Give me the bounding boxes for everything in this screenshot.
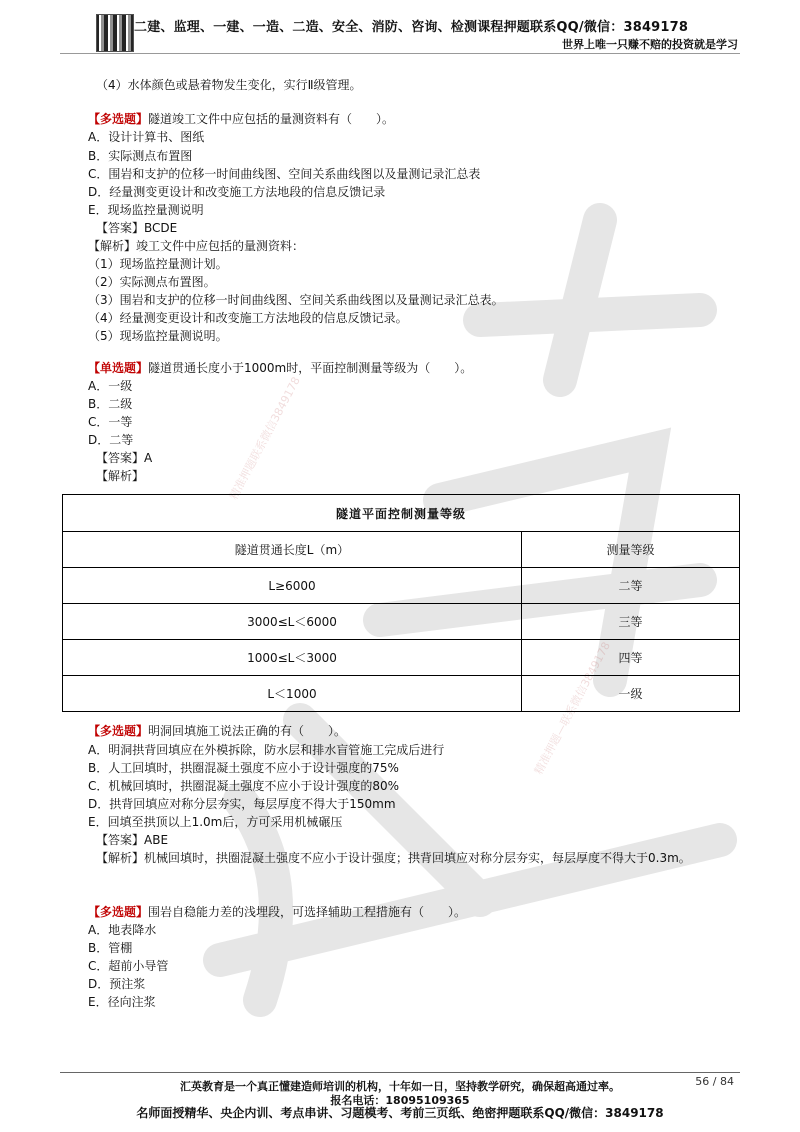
table-row bbox=[63, 604, 740, 640]
option-item: D．拱背回填应对称分层夯实，每层厚度不得大于150mm bbox=[88, 797, 396, 811]
header-divider bbox=[60, 53, 740, 54]
analysis-paragraph: 【解析】机械回填时，拱圈混凝土强度不应小于设计强度；拱背回填应对称分层夯实，每层厚度不得大于0.3m。 bbox=[96, 851, 691, 865]
table-cell: L≥6000 bbox=[63, 568, 522, 604]
table-cell: 3000≤L＜6000 bbox=[63, 604, 522, 640]
table-cell: 二等 bbox=[522, 568, 740, 604]
option-item: B．二级 bbox=[88, 397, 133, 411]
table-cell: 四等 bbox=[522, 640, 740, 676]
footer-phone: 报名电话：18095109365 bbox=[330, 1094, 470, 1107]
footer-org-statement: 汇英教育是一个真正懂建造师培训的机构，十年如一日，坚持教学研究，确保超高通过率。 bbox=[180, 1080, 620, 1093]
table-row bbox=[63, 568, 740, 604]
answer-line: 【答案】ABE bbox=[96, 833, 169, 847]
table-cell: 三等 bbox=[522, 604, 740, 640]
header-slogan: 世界上唯一只赚不赔的投资就是学习 bbox=[562, 38, 738, 51]
analysis-item: （3）围岩和支护的位移一时间曲线图、空间关系曲线图以及量测记录汇总表。 bbox=[88, 293, 504, 307]
table-title-row bbox=[63, 495, 740, 532]
question-type-tag: 【多选题】 bbox=[88, 905, 149, 919]
option-item: B．人工回填时，拱圈混凝土强度不应小于设计强度的75% bbox=[88, 761, 399, 775]
column-header: 测量等级 bbox=[522, 532, 740, 568]
option-item: A．一级 bbox=[88, 379, 133, 393]
answer-line: 【答案】A bbox=[96, 451, 153, 465]
column-header: 隧道贯通长度L（m） bbox=[63, 532, 522, 568]
option-item: E．径向注浆 bbox=[88, 995, 156, 1009]
question-1-stem bbox=[88, 111, 394, 128]
question-text: 隧道竣工文件中应包括的量测资料有（ ）。 bbox=[148, 112, 395, 126]
table-cell: 一级 bbox=[522, 676, 740, 712]
option-item: D．二等 bbox=[88, 433, 134, 447]
question-type-tag: 【多选题】 bbox=[88, 724, 149, 738]
question-type-tag: 【多选题】 bbox=[88, 112, 149, 126]
question-4-stem bbox=[88, 904, 466, 921]
footer-course-contact: 名师面授精华、央企内训、考点串讲、习题模考、考前三页纸、绝密押题联系QQ/微信：3849178 bbox=[136, 1106, 664, 1120]
analysis-heading: 【解析】 bbox=[96, 469, 145, 483]
table-row bbox=[63, 640, 740, 676]
analysis-item: （1）现场监控量测计划。 bbox=[88, 257, 228, 271]
analysis-item: （2）实际测点布置图。 bbox=[88, 275, 216, 289]
question-text: 隧道贯通长度小于1000m时，平面控制测量等级为（ ）。 bbox=[148, 361, 473, 375]
analysis-heading: 【解析】竣工文件中应包括的量测资料： bbox=[88, 239, 305, 253]
option-item: A．地表降水 bbox=[88, 923, 157, 937]
text-line: （4）水体颜色或悬着物发生变化，实行Ⅱ级管理。 bbox=[96, 78, 362, 92]
table-row bbox=[63, 676, 740, 712]
footer-divider bbox=[60, 1072, 740, 1073]
qr-code-image bbox=[96, 14, 134, 52]
table-cell: 1000≤L＜3000 bbox=[63, 640, 522, 676]
option-item: D．预注浆 bbox=[88, 977, 146, 991]
question-text: 明洞回填施工说法正确的有（ ）。 bbox=[148, 724, 347, 738]
table-title: 隧道平面控制测量等级 bbox=[63, 495, 740, 532]
option-item: C．超前小导管 bbox=[88, 959, 169, 973]
analysis-item: （5）现场监控量测说明。 bbox=[88, 329, 228, 343]
option-item: D．经量测变更设计和改变施工方法地段的信息反馈记录 bbox=[88, 185, 386, 199]
question-text: 围岩自稳能力差的浅埋段，可选择辅助工程措施有（ ）。 bbox=[148, 905, 467, 919]
header-course-contact: 二建、监理、一建、一造、二造、安全、消防、咨询、检测课程押题联系QQ/微信：3849178 bbox=[134, 20, 689, 35]
watermark-text: 精准押题联系微信3849178 bbox=[227, 374, 303, 502]
option-item: C．围岩和支护的位移一时间曲线图、空间关系曲线图以及量测记录汇总表 bbox=[88, 167, 481, 181]
question-3-stem bbox=[88, 723, 346, 740]
option-item: B．管棚 bbox=[88, 941, 133, 955]
option-item: A．设计计算书、图纸 bbox=[88, 130, 205, 144]
table-header-row bbox=[63, 532, 740, 568]
option-item: B．实际测点布置图 bbox=[88, 149, 193, 163]
question-type-tag: 【单选题】 bbox=[88, 361, 149, 375]
question-2-stem bbox=[88, 360, 472, 377]
analysis-item: （4）经量测变更设计和改变施工方法地段的信息反馈记录。 bbox=[88, 311, 408, 325]
watermark-text: 精准押题—联系微信3849178 bbox=[531, 639, 613, 777]
table-cell: L＜1000 bbox=[63, 676, 522, 712]
option-item: E．现场监控量测说明 bbox=[88, 203, 204, 217]
option-item: E．回填至拱顶以上1.0m后，方可采用机械碾压 bbox=[88, 815, 343, 829]
survey-grade-table bbox=[62, 494, 740, 712]
option-item: A．明洞拱背回填应在外模拆除，防水层和排水盲管施工完成后进行 bbox=[88, 743, 445, 757]
option-item: C．机械回填时，拱圈混凝土强度不应小于设计强度的80% bbox=[88, 779, 400, 793]
page-number: 56 / 84 bbox=[695, 1075, 734, 1088]
option-item: C．一等 bbox=[88, 415, 133, 429]
answer-line: 【答案】BCDE bbox=[96, 221, 178, 235]
